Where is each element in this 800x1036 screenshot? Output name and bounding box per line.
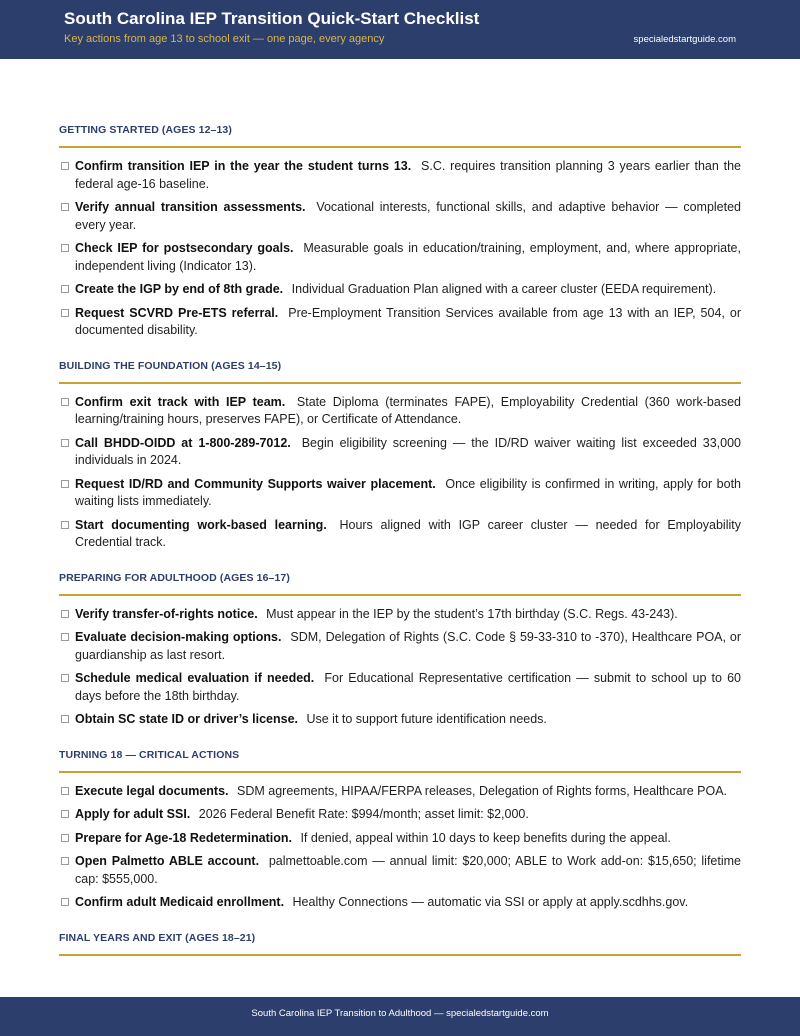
checkbox[interactable] (61, 810, 69, 818)
checklist-item (59, 629, 741, 664)
item-description: 2026 Federal Benefit Rate: $994/month; asset limit: $2,000. (198, 807, 529, 821)
checkbox[interactable] (61, 203, 69, 211)
checklist-items (59, 158, 741, 340)
footer-text: South Carolina IEP Transition to Adulthood — specialedstartguide.com (251, 1008, 549, 1019)
checklist-item (59, 853, 741, 888)
checkbox[interactable] (61, 834, 69, 842)
item-title: Execute legal documents. (75, 783, 229, 798)
checklist-item (59, 806, 741, 824)
item-title: Call BHDD-OIDD at 1-800-289-7012. (75, 435, 291, 450)
item-description: Pre-Employment Transition Services available from age 13 with an IEP, 504, or documented disability. (75, 305, 741, 337)
page-subtitle: Key actions from age 13 to school exit — one page, every agency (64, 33, 385, 45)
checklist-item (59, 305, 741, 340)
checkbox[interactable] (61, 633, 69, 641)
checklist-items (59, 394, 741, 552)
checklist-item (59, 281, 741, 299)
item-title: Prepare for Age-18 Redetermination. (75, 830, 292, 845)
checklist-item (59, 783, 741, 801)
item-description: S.C. requires transition planning 3 years earlier than the federal age-16 baseline. (75, 159, 741, 191)
item-title: Request ID/RD and Community Supports waiver placement. (75, 476, 436, 491)
item-description: Hours aligned with IGP career cluster — needed for Employability Credential track. (75, 517, 741, 549)
section-heading: BUILDING THE FOUNDATION (AGES 14–15) (59, 360, 741, 384)
item-description: Vocational interests, functional skills, and adaptive behavior — completed every year. (75, 200, 742, 232)
checklist-items (59, 783, 741, 912)
item-description: palmettoable.com — annual limit: $20,000; ABLE to Work add-on: $15,650; lifetime cap: $555,000. (75, 854, 741, 886)
checkbox[interactable] (61, 674, 69, 682)
item-description: Once eligibility is confirmed in writing, apply for both waiting lists immediately. (75, 476, 741, 508)
item-title: Start documenting work-based learning. (75, 517, 327, 532)
section-heading: PREPARING FOR ADULTHOOD (AGES 16–17) (59, 572, 741, 596)
item-description: Individual Graduation Plan aligned with a career cluster (EEDA requirement). (291, 282, 717, 296)
item-description: State Diploma (terminates FAPE), Employability Credential (360 work-based learning/training hours, preserves FAPE), or Certificate of Attendance. (75, 394, 741, 426)
checkbox[interactable] (61, 285, 69, 293)
item-title: Request SCVRD Pre-ETS referral. (75, 305, 279, 320)
item-description: Measurable goals in education/training, employment, and, where appropriate, independent living (Indicator 13). (75, 241, 741, 273)
checkbox[interactable] (61, 898, 69, 906)
page-footer (0, 997, 800, 1036)
checklist-item (59, 670, 741, 705)
item-title: Obtain SC state ID or driver’s license. (75, 712, 298, 726)
checklist-section (59, 572, 741, 729)
item-description: For Educational Representative certification — submit to school up to 60 days before the 18th birthday. (75, 671, 741, 703)
item-title: Schedule medical evaluation if needed. (75, 671, 315, 685)
checklist-section (59, 360, 741, 552)
item-title: Confirm adult Medicaid enrollment. (75, 895, 285, 909)
checklist-item (59, 606, 741, 624)
item-description: SDM, Delegation of Rights (S.C. Code § 59-33-310 to -370), Healthcare POA, or guardianship as last resort. (75, 630, 741, 662)
item-title: Confirm transition IEP in the year the student turns 13. (75, 159, 412, 173)
checkbox[interactable] (61, 162, 69, 170)
checklist-items (59, 606, 741, 729)
checklist-item (59, 435, 741, 470)
checklist-item (59, 158, 741, 193)
item-description: Begin eligibility screening — the ID/RD waiver waiting list exceeded 33,000 individuals in 2024. (75, 435, 741, 467)
checkbox[interactable] (61, 398, 69, 406)
checklist-item (59, 894, 741, 912)
checklist-item (59, 476, 741, 511)
checklist-item (59, 240, 741, 275)
checklist-content (59, 124, 741, 976)
section-heading: TURNING 18 — CRITICAL ACTIONS (59, 749, 741, 773)
item-title: Verify annual transition assessments. (75, 200, 306, 214)
checklist-section (59, 932, 741, 956)
checklist-section (59, 124, 741, 340)
section-heading: GETTING STARTED (AGES 12–13) (59, 124, 741, 148)
checklist-section (59, 749, 741, 912)
page-header (0, 0, 800, 59)
item-description: Healthy Connections — automatic via SSI or apply at apply.scdhhs.gov. (292, 895, 689, 909)
item-title: Verify transfer-of-rights notice. (75, 606, 258, 621)
checkbox[interactable] (61, 857, 69, 865)
item-description: If denied, appeal within 10 days to keep benefits during the appeal. (300, 830, 671, 845)
item-description: Use it to support future identification needs. (306, 712, 547, 726)
checklist-item (59, 394, 741, 429)
checkbox[interactable] (61, 787, 69, 795)
checklist-item (59, 517, 741, 552)
checklist-item (59, 830, 741, 848)
item-title: Apply for adult SSI. (75, 807, 191, 821)
checkbox[interactable] (61, 610, 69, 618)
checklist-item (59, 199, 741, 234)
item-description: SDM agreements, HIPAA/FERPA releases, Delegation of Rights forms, Healthcare POA. (237, 783, 728, 798)
checkbox[interactable] (61, 480, 69, 488)
item-title: Check IEP for postsecondary goals. (75, 241, 294, 255)
item-title: Evaluate decision-making options. (75, 630, 282, 644)
checkbox[interactable] (61, 439, 69, 447)
item-title: Confirm exit track with IEP team. (75, 394, 286, 409)
checklist-item (59, 711, 741, 729)
item-title: Open Palmetto ABLE account. (75, 854, 260, 868)
section-heading: FINAL YEARS AND EXIT (AGES 18–21) (59, 932, 741, 956)
item-description: Must appear in the IEP by the student’s 17th birthday (S.C. Regs. 43-243). (266, 606, 678, 621)
page-title: South Carolina IEP Transition Quick-Start Checklist (64, 9, 480, 28)
checkbox[interactable] (61, 521, 69, 529)
site-url: specialedstartguide.com (633, 34, 736, 45)
checkbox[interactable] (61, 244, 69, 252)
checkbox[interactable] (61, 309, 69, 317)
item-title: Create the IGP by end of 8th grade. (75, 282, 284, 296)
checkbox[interactable] (61, 715, 69, 723)
